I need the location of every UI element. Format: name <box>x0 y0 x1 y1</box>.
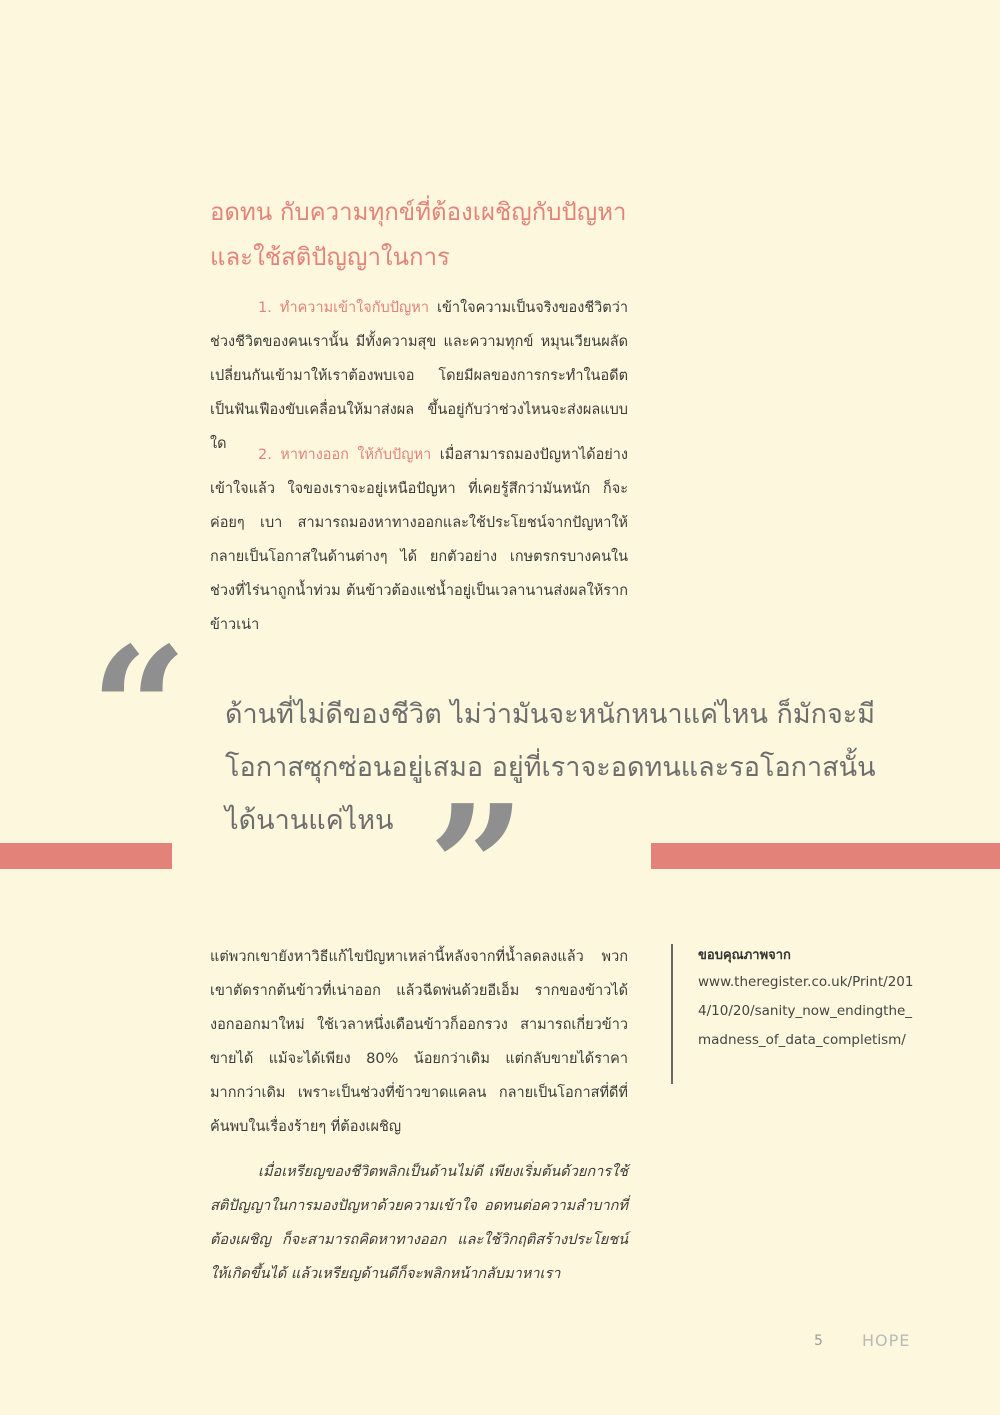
section-1-paragraph <box>210 291 628 461</box>
closing-paragraph <box>210 1155 628 1291</box>
credit-divider <box>671 944 673 1084</box>
page-number: 5 <box>814 1333 823 1349</box>
heading-line-2: และใช้สติปัญญาในการ <box>210 243 450 271</box>
credit-source-link[interactable]: www.theregister.co.uk/Print/2014/10/20/sanity_now_endingthe_madness_of_data_completism/ <box>698 974 914 1048</box>
closing-text: เมื่อเหรียญของชีวิตพลิกเป็นด้านไม่ดี เพียงเริ่มต้นด้วยการใช้สติปัญญาในการมองปัญหาด้วยความเข้าใจ อดทนต่อความลำบากที่ต้องเผชิญ ก็จะสามารถคิดหาทางออก และใช้วิกฤติสร้างประโยชน์ให้เกิดขึ้นได้ แล้วเหรียญด้านดีก็จะพลิกหน้ากลับมาหาเรา <box>210 1164 628 1282</box>
section-1-body: เข้าใจความเป็นจริงของชีวิตว่าช่วงชีวิตของคนเรานั้น มีทั้งความสุข และความทุกข์ หมุนเวียนผลัดเปลี่ยนกันเข้ามาให้เราต้องพบเจอ โดยมีผลของการกระทำในอดีตเป็นฟันเฟืองขับเคลื่อนให้มาส่งผล ขึ้นอยู่กับว่าช่วงไหนจะส่งผลแบบใด <box>210 300 629 452</box>
accent-bar-left <box>0 843 172 869</box>
continuation-paragraph: แต่พวกเขายังหาวิธีแก้ไขปัญหาเหล่านี้หลังจากที่น้ำลดลงแล้ว พวกเขาตัดรากต้นข้าวที่เน่าออก แล้วฉีดพ่นด้วยอีเอ็ม รากของข้าวได้งอกออกมาใหม่ ใช้เวลาหนึ่งเดือนข้าวก็ออกรวง สามารถเกี่ยวข้าวขายได้ แม้จะได้เพียง 80% น้อยกว่าเดิม แต่กลับขายได้ราคามากกว่าเดิม เพราะเป็นช่วงที่ข้าวขาดแคลน กลายเป็นโอกาสที่ดีที่ค้นพบในเรื่องร้ายๆ ที่ต้องเผชิญ <box>210 949 628 1135</box>
open-quote-mark: “ <box>90 610 188 810</box>
accent-bar-right <box>651 843 1000 869</box>
section-2-body: เมื่อสามารถมองปัญหาได้อย่างเข้าใจแล้ว ใจของเราจะอยู่เหนือปัญหา ที่เคยรู้สึกว่ามันหนัก ก็จะค่อยๆ เบา สามารถมองหาทางออกและใช้ประโยชน์จากปัญหาให้กลายเป็นโอกาสในด้านต่างๆ ได้ ยกตัวอย่าง เกษตรกรบางคนในช่วงที่ไร่นาถูกน้ำท่วม ต้นข้าวต้องแช่น้ำอยู่เป็นเวลานานส่งผลให้รากข้าวเน่า <box>210 447 628 633</box>
heading-line-1: อดทน กับความทุกข์ที่ต้องเผชิญกับปัญหา <box>210 198 627 226</box>
section-1-lead: 1. ทำความเข้าใจกับปัญหา <box>258 300 429 316</box>
close-quote-mark: ” <box>428 768 526 968</box>
section-2-paragraph <box>210 438 628 642</box>
magazine-brand: HOPE <box>862 1331 911 1350</box>
article-heading <box>210 190 650 280</box>
pull-quote-text: ด้านที่ไม่ดีของชีวิต ไม่ว่ามันจะหนักหนาแค่ไหน ก็มักจะมีโอกาสซุกซ่อนอยู่เสมอ อยู่ที่เราจะอดทนและรอโอกาสนั้นได้นานแค่ไหน <box>225 699 876 836</box>
credit-title: ขอบคุณภาพจาก <box>698 948 791 963</box>
section-2-lead: 2. หาทางออก ให้กับปัญหา <box>258 447 432 463</box>
